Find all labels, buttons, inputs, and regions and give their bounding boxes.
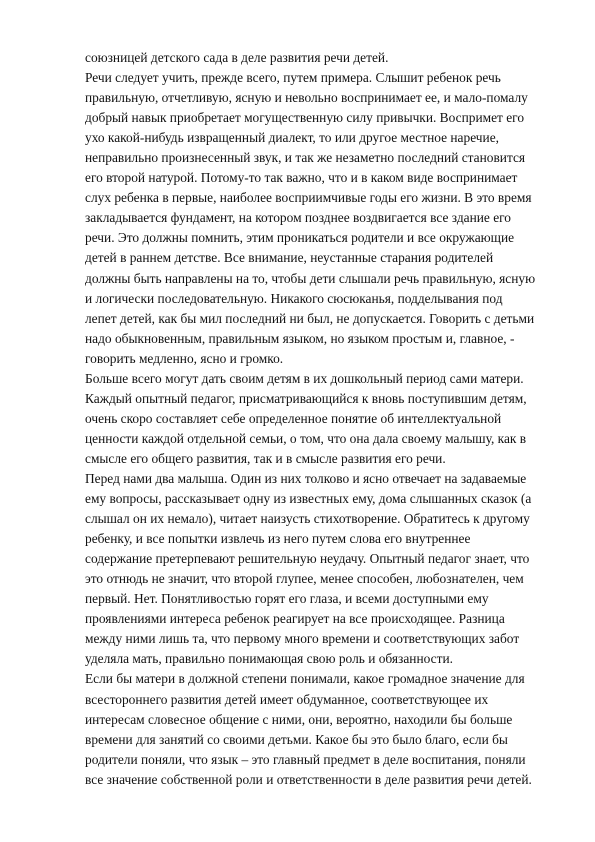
text-line: добрый навык приобретает могущественную силу привычки. Воспримет его (85, 110, 525, 126)
text-line: его второй натурой. Потому-то так важно, что и в каком виде воспринимает (85, 170, 518, 186)
text-line: содержание претерпевают решительную неудачу. Опытный педагог знает, что (85, 551, 530, 567)
text-line: должны быть направлены на то, чтобы дети слышали речь правильную, ясную (85, 270, 536, 286)
text-line: между ними лишь та, что первому много времени и соответствующих забот (85, 631, 520, 647)
text-line: ребенку, и все попытки извлечь из него путем слова его внутреннее (85, 531, 471, 547)
text-line: интересам словесное общение с ними, они, вероятно, находили бы больше (85, 711, 513, 727)
text-line: надо обыкновенным, правильным языком, но языком простым и, главное, - (85, 330, 515, 346)
text-line: это отнюдь не значит, что второй глупее, менее способен, любознателен, чем (85, 571, 524, 587)
text-line: проявлениями интереса ребенок реагирует на все происходящее. Разница (85, 611, 505, 627)
text-line: ухо какой-нибудь извращенный диалект, то или другое местное наречие, (85, 130, 500, 146)
text-line: закладывается фундамент, на котором позднее воздвигается все здание его (85, 210, 511, 226)
text-line: союзницей детского сада в деле развития речи детей. (85, 50, 389, 65)
text-line: уделяла мать, правильно понимающая свою роль и обязанности. (85, 651, 453, 667)
text-line: Речи следует учить, прежде всего, путем примера. Слышит ребенок речь (85, 70, 501, 86)
body-text (85, 48, 555, 790)
text-line: Каждый опытный педагог, присматривающийся к вновь поступившим детям, (85, 390, 527, 406)
text-line: ценности каждой отдельной семьи, о том, что она дала своему малышу, как в (85, 430, 527, 446)
text-line: Перед нами два малыша. Один из них толково и ясно отвечает на задаваемые (85, 470, 527, 486)
text-line: речи. Это должны помнить, этим проникаться родители и все окружающие (85, 230, 515, 246)
text-line: Больше всего могут дать своим детям в их дошкольный период сами матери. (85, 370, 524, 386)
text-line: слух ребенка в первые, наиболее восприимчивые годы его жизни. В это время (85, 190, 532, 206)
text-line: очень скоро составляет себе определенное понятие об интеллектуальной (85, 410, 502, 426)
text-line: говорить медленно, ясно и громко. (85, 350, 284, 366)
text-line: все значение собственной роли и ответственности в деле развития речи детей. (85, 771, 532, 787)
text-line: первый. Нет. Понятливостью горят его глаза, и всеми доступными ему (85, 591, 489, 607)
text-line: ему вопросы, рассказывает одну из известных ему, дома слышанных сказок (а (85, 491, 532, 507)
text-line: неправильно произнесенный звук, и так же незаметно последний становится (85, 150, 526, 166)
text-line: времени для занятий со своими детьми. Какое бы это было благо, если бы (85, 731, 508, 747)
text-line: слышал он их немало), читает наизусть стихотворение. Обратитесь к другому (85, 511, 530, 527)
text-line: правильную, отчетливую, ясную и невольно воспринимает ее, и мало-помалу (85, 90, 528, 106)
text-line: всестороннего развития детей имеет обдуманное, соответствующее их (85, 691, 489, 707)
text-line: Если бы матери в должной степени понимали, какое громадное значение для (85, 671, 525, 687)
text-line: родители поняли, что язык – это главный предмет в деле воспитания, поняли (85, 751, 526, 767)
text-line: и логически последовательную. Никакого сюсюканья, подделывания под (85, 290, 503, 306)
text-line: детей в раннем детстве. Все внимание, неустанные старания родителей (85, 250, 494, 266)
text-line: лепет детей, как бы мил последний ни был, не допускается. Говорить с детьми (85, 310, 535, 326)
text-line: смысле его общего развития, так и в смысле развития его речи. (85, 450, 446, 466)
